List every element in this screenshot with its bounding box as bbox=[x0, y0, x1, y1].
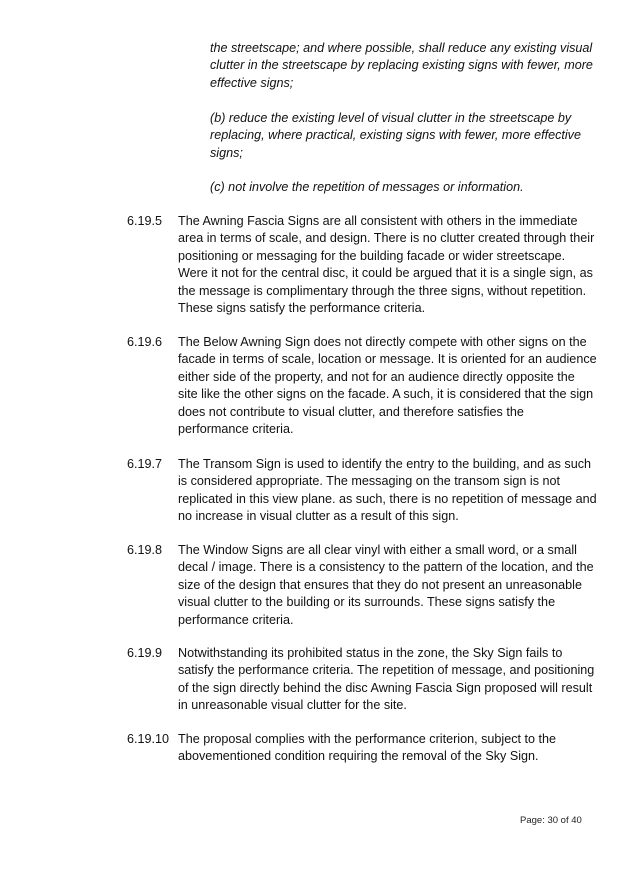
clause-text: Notwithstanding its prohibited status in the zone, the Sky Sign fails to satisfy the performance criteria. The repetition of message, and positioning of the sign directly behind the disc Awning Fascia Sign proposed will result in unreasonable visual clutter for the site. bbox=[178, 646, 595, 713]
clause-number: 6.19.5 bbox=[127, 214, 163, 228]
clause-6-19-6 bbox=[127, 334, 597, 438]
clause-text: The Window Signs are all clear vinyl with either a small word, or a small decal / image. There is a consistency to the pattern of the location, and the size of the design that ensures that they do not present an unreasonable visual clutter to the building or its surrounds. These signs satisfy the performance criteria. bbox=[178, 543, 594, 627]
clause-6-19-10 bbox=[127, 731, 597, 766]
clause-number: 6.19.6 bbox=[127, 335, 163, 349]
clause-number: 6.19.10 bbox=[127, 732, 170, 746]
clause-6-19-5 bbox=[127, 213, 597, 317]
clause-6-19-7 bbox=[127, 456, 597, 526]
quoted-criteria-paragraph-a: the streetscape; and where possible, shall reduce any existing visual clutter in the streetscape by replacing existing signs with fewer, more effective signs; bbox=[210, 41, 593, 90]
clause-6-19-9 bbox=[127, 645, 597, 715]
clause-text: The Transom Sign is used to identify the entry to the building, and as such is considered appropriate. The messaging on the transom sign is not replicated in this view plane. as such, there is no repetition of message and no increase in visual clutter as a result of this sign. bbox=[178, 457, 597, 524]
page-number-footer: Page: 30 of 40 bbox=[520, 815, 582, 826]
clause-number: 6.19.7 bbox=[127, 457, 163, 471]
clause-text: The Awning Fascia Signs are all consistent with others in the immediate area in terms of scale, and design. There is no clutter created through their positioning or messaging for the building facade or wider streetscape. Were it not for the central disc, it could be argued that it is a single sign, as the message is complimentary through the three signs, without repetition. These signs satisfy the performance criteria. bbox=[178, 214, 595, 316]
clause-text: The Below Awning Sign does not directly compete with other signs on the facade in terms of scale, location or message. It is oriented for an audience either side of the property, and not for an audience directly opposite the site like the other signs on the facade. A such, it is considered that the sign does not contribute to visual clutter, and therefore satisfies the performance criteria. bbox=[178, 335, 597, 437]
quoted-criteria-paragraph-c: (c) not involve the repetition of messages or information. bbox=[210, 180, 524, 194]
clause-text: The proposal complies with the performance criterion, subject to the abovementioned condition requiring the removal of the Sky Sign. bbox=[178, 732, 556, 764]
clause-6-19-8 bbox=[127, 542, 597, 629]
clause-number: 6.19.8 bbox=[127, 543, 163, 557]
clause-number: 6.19.9 bbox=[127, 646, 163, 660]
quoted-criteria-paragraph-b: (b) reduce the existing level of visual clutter in the streetscape by replacing, where practical, existing signs with fewer, more effective signs; bbox=[210, 111, 581, 160]
